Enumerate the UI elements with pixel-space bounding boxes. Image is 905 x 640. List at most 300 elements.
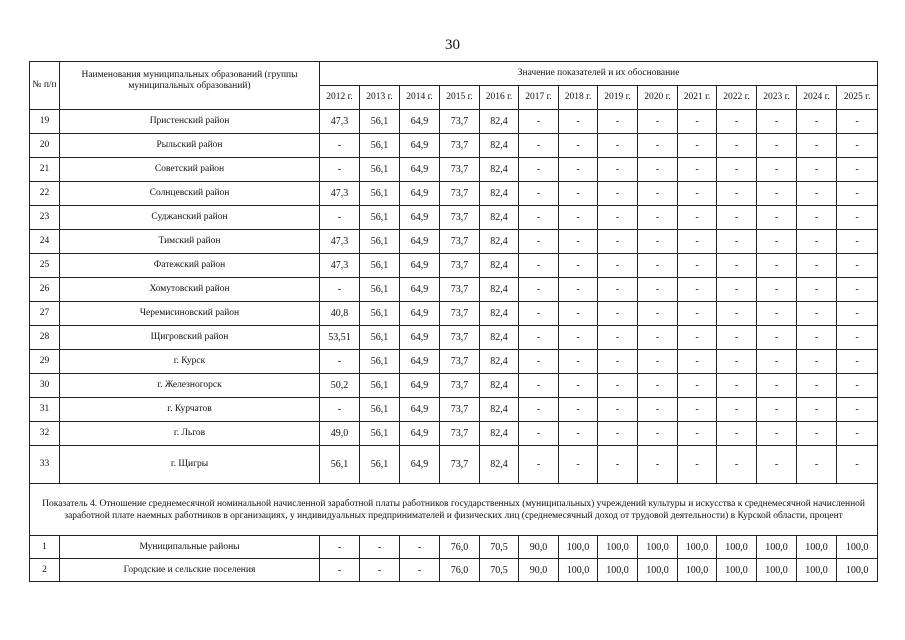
header-year: 2023 г.: [757, 86, 797, 110]
value-cell: -: [837, 182, 878, 206]
value-cell: -: [519, 254, 559, 278]
value-cell: -: [717, 278, 757, 302]
value-cell: -: [837, 398, 878, 422]
value-cell: 64,9: [400, 110, 440, 134]
value-cell: 73,7: [440, 374, 480, 398]
value-cell: -: [837, 374, 878, 398]
value-cell: -: [519, 110, 559, 134]
value-cell: 53,51: [320, 326, 360, 350]
value-cell: -: [559, 398, 598, 422]
value-cell: -: [757, 158, 797, 182]
row-number: 23: [30, 206, 60, 230]
value-cell: -: [797, 302, 837, 326]
value-cell: 64,9: [400, 374, 440, 398]
value-cell: 56,1: [360, 254, 400, 278]
value-cell: -: [717, 302, 757, 326]
table-row: [30, 559, 878, 582]
value-cell: -: [559, 278, 598, 302]
municipality-name: Щигровский район: [60, 326, 320, 350]
value-cell: -: [678, 254, 717, 278]
header-year: 2022 г.: [717, 86, 757, 110]
value-cell: -: [717, 254, 757, 278]
header-year: 2021 г.: [678, 86, 717, 110]
value-cell: 64,9: [400, 230, 440, 254]
value-cell: 56,1: [360, 350, 400, 374]
row-number: 26: [30, 278, 60, 302]
value-cell: -: [519, 422, 559, 446]
value-cell: 73,7: [440, 446, 480, 484]
table-row: [30, 230, 878, 254]
value-cell: 73,7: [440, 422, 480, 446]
value-cell: -: [757, 110, 797, 134]
value-cell: 73,7: [440, 254, 480, 278]
header-name: Наименования муниципальных образований (группы муниципальных образований): [60, 62, 320, 110]
header-year: 2020 г.: [638, 86, 678, 110]
table-row: [30, 134, 878, 158]
value-cell: -: [797, 350, 837, 374]
value-cell: 56,1: [360, 230, 400, 254]
header-values: Значение показателей и их обоснование: [320, 62, 878, 86]
header-year: 2015 г.: [440, 86, 480, 110]
value-cell: -: [519, 278, 559, 302]
municipality-name: г. Курск: [60, 350, 320, 374]
value-cell: -: [519, 302, 559, 326]
value-cell: -: [797, 398, 837, 422]
value-cell: -: [757, 446, 797, 484]
value-cell: -: [638, 302, 678, 326]
value-cell: -: [717, 206, 757, 230]
value-cell: 90,0: [519, 536, 559, 559]
value-cell: -: [638, 182, 678, 206]
value-cell: -: [638, 134, 678, 158]
row-number: 21: [30, 158, 60, 182]
row-number: 28: [30, 326, 60, 350]
indicator-row: [30, 484, 878, 536]
table-row: [30, 422, 878, 446]
value-cell: 64,9: [400, 398, 440, 422]
municipality-name: Солнцевский район: [60, 182, 320, 206]
value-cell: 100,0: [559, 559, 598, 582]
header-year: 2017 г.: [519, 86, 559, 110]
value-cell: -: [638, 374, 678, 398]
value-cell: -: [837, 110, 878, 134]
value-cell: 82,4: [480, 374, 519, 398]
value-cell: 100,0: [797, 559, 837, 582]
value-cell: -: [797, 278, 837, 302]
value-cell: 100,0: [717, 559, 757, 582]
header-year: 2024 г.: [797, 86, 837, 110]
value-cell: 47,3: [320, 182, 360, 206]
value-cell: 82,4: [480, 134, 519, 158]
value-cell: -: [638, 326, 678, 350]
value-cell: -: [717, 422, 757, 446]
value-cell: 82,4: [480, 446, 519, 484]
table-row: [30, 350, 878, 374]
row-number: 33: [30, 446, 60, 484]
value-cell: 49,0: [320, 422, 360, 446]
value-cell: -: [757, 326, 797, 350]
value-cell: -: [559, 374, 598, 398]
value-cell: 73,7: [440, 398, 480, 422]
value-cell: -: [797, 110, 837, 134]
value-cell: 100,0: [598, 536, 638, 559]
value-cell: -: [678, 374, 717, 398]
value-cell: 56,1: [360, 422, 400, 446]
value-cell: -: [757, 134, 797, 158]
value-cell: -: [320, 158, 360, 182]
value-cell: -: [837, 326, 878, 350]
municipality-name: Муниципальные районы: [60, 536, 320, 559]
value-cell: 73,7: [440, 302, 480, 326]
value-cell: -: [598, 422, 638, 446]
value-cell: -: [837, 206, 878, 230]
value-cell: -: [678, 230, 717, 254]
value-cell: -: [717, 182, 757, 206]
indicator-4-title: Показатель 4. Отношение среднемесячной номинальной начисленной заработной платы работников государственных (муниципальных) учреждений культуры и искусства к среднемесячной начисленной заработной плате наемных работников в организациях, у индивидуальных предпринимателей и физических лиц (среднемесячный доход от трудовой деятельности) в Курской области, процент: [30, 484, 878, 536]
value-cell: 40,8: [320, 302, 360, 326]
municipality-name: Рыльский район: [60, 134, 320, 158]
value-cell: -: [797, 158, 837, 182]
value-cell: 100,0: [559, 536, 598, 559]
value-cell: -: [757, 182, 797, 206]
header-year: 2016 г.: [480, 86, 519, 110]
value-cell: -: [598, 110, 638, 134]
value-cell: -: [519, 446, 559, 484]
value-cell: 100,0: [797, 536, 837, 559]
value-cell: -: [757, 398, 797, 422]
value-cell: -: [598, 206, 638, 230]
value-cell: -: [717, 230, 757, 254]
value-cell: -: [638, 230, 678, 254]
value-cell: -: [837, 446, 878, 484]
value-cell: 100,0: [717, 536, 757, 559]
value-cell: -: [598, 326, 638, 350]
value-cell: -: [638, 422, 678, 446]
value-cell: -: [519, 326, 559, 350]
value-cell: 47,3: [320, 110, 360, 134]
value-cell: -: [638, 350, 678, 374]
value-cell: 100,0: [837, 559, 878, 582]
value-cell: -: [519, 350, 559, 374]
value-cell: -: [837, 158, 878, 182]
value-cell: 56,1: [360, 278, 400, 302]
value-cell: -: [638, 110, 678, 134]
value-cell: 82,4: [480, 398, 519, 422]
value-cell: 73,7: [440, 182, 480, 206]
value-cell: 73,7: [440, 350, 480, 374]
value-cell: -: [598, 374, 638, 398]
row-number: 22: [30, 182, 60, 206]
value-cell: -: [638, 398, 678, 422]
value-cell: -: [519, 182, 559, 206]
value-cell: 56,1: [320, 446, 360, 484]
value-cell: -: [638, 254, 678, 278]
value-cell: -: [598, 230, 638, 254]
value-cell: 100,0: [678, 559, 717, 582]
value-cell: -: [678, 134, 717, 158]
value-cell: -: [598, 134, 638, 158]
value-cell: -: [837, 278, 878, 302]
value-cell: 64,9: [400, 422, 440, 446]
value-cell: -: [559, 254, 598, 278]
value-cell: -: [598, 158, 638, 182]
municipality-name: Советский район: [60, 158, 320, 182]
row-number: 24: [30, 230, 60, 254]
table-row: [30, 110, 878, 134]
header-year: 2025 г.: [837, 86, 878, 110]
value-cell: 82,4: [480, 254, 519, 278]
municipality-name: Хомутовский район: [60, 278, 320, 302]
value-cell: -: [559, 326, 598, 350]
table-row: [30, 374, 878, 398]
value-cell: -: [837, 302, 878, 326]
value-cell: 73,7: [440, 278, 480, 302]
municipality-name: Суджанский район: [60, 206, 320, 230]
value-cell: -: [400, 536, 440, 559]
table-row: [30, 398, 878, 422]
value-cell: -: [559, 302, 598, 326]
value-cell: 73,7: [440, 110, 480, 134]
value-cell: 50,2: [320, 374, 360, 398]
value-cell: 73,7: [440, 230, 480, 254]
value-cell: -: [797, 182, 837, 206]
value-cell: -: [757, 278, 797, 302]
value-cell: 64,9: [400, 302, 440, 326]
value-cell: 64,9: [400, 446, 440, 484]
value-cell: 56,1: [360, 302, 400, 326]
value-cell: 64,9: [400, 158, 440, 182]
value-cell: -: [320, 536, 360, 559]
value-cell: -: [678, 110, 717, 134]
value-cell: -: [360, 559, 400, 582]
value-cell: -: [400, 559, 440, 582]
value-cell: -: [598, 350, 638, 374]
value-cell: -: [519, 206, 559, 230]
value-cell: -: [678, 206, 717, 230]
value-cell: -: [717, 374, 757, 398]
value-cell: -: [717, 350, 757, 374]
value-cell: 82,4: [480, 278, 519, 302]
value-cell: -: [559, 182, 598, 206]
value-cell: -: [320, 559, 360, 582]
row-number: 27: [30, 302, 60, 326]
value-cell: -: [717, 158, 757, 182]
value-cell: -: [837, 350, 878, 374]
value-cell: -: [559, 446, 598, 484]
value-cell: -: [757, 302, 797, 326]
value-cell: -: [638, 158, 678, 182]
value-cell: -: [320, 350, 360, 374]
value-cell: -: [678, 278, 717, 302]
value-cell: -: [598, 398, 638, 422]
row-number: 2: [30, 559, 60, 582]
header-year: 2013 г.: [360, 86, 400, 110]
value-cell: 82,4: [480, 326, 519, 350]
value-cell: -: [757, 374, 797, 398]
value-cell: 82,4: [480, 422, 519, 446]
header-year: 2014 г.: [400, 86, 440, 110]
value-cell: -: [678, 326, 717, 350]
header-year: 2019 г.: [598, 86, 638, 110]
value-cell: -: [837, 230, 878, 254]
value-cell: 73,7: [440, 158, 480, 182]
value-cell: -: [598, 278, 638, 302]
value-cell: -: [837, 134, 878, 158]
value-cell: -: [519, 230, 559, 254]
value-cell: 76,0: [440, 536, 480, 559]
value-cell: -: [678, 302, 717, 326]
value-cell: 64,9: [400, 182, 440, 206]
municipality-name: Черемисиновский район: [60, 302, 320, 326]
value-cell: 70,5: [480, 559, 519, 582]
value-cell: 82,4: [480, 182, 519, 206]
row-number: 30: [30, 374, 60, 398]
value-cell: 100,0: [598, 559, 638, 582]
value-cell: 82,4: [480, 206, 519, 230]
value-cell: -: [797, 206, 837, 230]
row-number: 32: [30, 422, 60, 446]
table-row: [30, 278, 878, 302]
value-cell: 82,4: [480, 158, 519, 182]
value-cell: 73,7: [440, 206, 480, 230]
value-cell: -: [638, 278, 678, 302]
table-row: [30, 326, 878, 350]
value-cell: -: [559, 422, 598, 446]
value-cell: -: [678, 350, 717, 374]
value-cell: 56,1: [360, 374, 400, 398]
municipality-name: Фатежский район: [60, 254, 320, 278]
value-cell: 100,0: [638, 559, 678, 582]
value-cell: 56,1: [360, 398, 400, 422]
header-year: 2012 г.: [320, 86, 360, 110]
table-row: [30, 182, 878, 206]
municipality-name: Тимский район: [60, 230, 320, 254]
value-cell: 64,9: [400, 350, 440, 374]
municipality-name: г. Железногорск: [60, 374, 320, 398]
row-number: 20: [30, 134, 60, 158]
municipality-name: Пристенский район: [60, 110, 320, 134]
value-cell: -: [598, 182, 638, 206]
value-cell: -: [797, 422, 837, 446]
value-cell: -: [598, 254, 638, 278]
table-row: [30, 446, 878, 484]
value-cell: -: [320, 398, 360, 422]
municipality-name: г. Льгов: [60, 422, 320, 446]
value-cell: -: [559, 350, 598, 374]
value-cell: -: [797, 254, 837, 278]
row-number: 29: [30, 350, 60, 374]
row-number: 25: [30, 254, 60, 278]
value-cell: -: [598, 446, 638, 484]
value-cell: 70,5: [480, 536, 519, 559]
table-row: [30, 536, 878, 559]
row-number: 19: [30, 110, 60, 134]
value-cell: -: [559, 110, 598, 134]
value-cell: -: [638, 446, 678, 484]
value-cell: -: [797, 230, 837, 254]
header-num: № п/п: [30, 62, 60, 110]
value-cell: 56,1: [360, 158, 400, 182]
value-cell: -: [757, 206, 797, 230]
value-cell: -: [797, 326, 837, 350]
value-cell: 73,7: [440, 134, 480, 158]
value-cell: 56,1: [360, 182, 400, 206]
value-cell: 56,1: [360, 110, 400, 134]
value-cell: 100,0: [678, 536, 717, 559]
value-cell: 56,1: [360, 134, 400, 158]
value-cell: -: [598, 302, 638, 326]
value-cell: 64,9: [400, 134, 440, 158]
value-cell: -: [717, 134, 757, 158]
value-cell: -: [519, 134, 559, 158]
value-cell: -: [797, 374, 837, 398]
value-cell: -: [717, 110, 757, 134]
value-cell: -: [559, 134, 598, 158]
value-cell: 73,7: [440, 326, 480, 350]
value-cell: -: [519, 158, 559, 182]
value-cell: 64,9: [400, 254, 440, 278]
table-row: [30, 254, 878, 278]
value-cell: 82,4: [480, 110, 519, 134]
page-number: 30: [445, 37, 460, 53]
value-cell: -: [797, 134, 837, 158]
value-cell: -: [837, 422, 878, 446]
value-cell: 56,1: [360, 446, 400, 484]
value-cell: -: [757, 350, 797, 374]
table-row: [30, 302, 878, 326]
value-cell: -: [717, 326, 757, 350]
value-cell: 90,0: [519, 559, 559, 582]
row-number: 1: [30, 536, 60, 559]
value-cell: -: [678, 422, 717, 446]
municipality-name: г. Щигры: [60, 446, 320, 484]
value-cell: -: [757, 230, 797, 254]
value-cell: 100,0: [837, 536, 878, 559]
value-cell: 64,9: [400, 206, 440, 230]
value-cell: -: [519, 374, 559, 398]
value-cell: -: [757, 254, 797, 278]
value-cell: -: [559, 158, 598, 182]
value-cell: 47,3: [320, 254, 360, 278]
value-cell: -: [678, 446, 717, 484]
value-cell: -: [519, 398, 559, 422]
value-cell: 82,4: [480, 230, 519, 254]
value-cell: -: [638, 206, 678, 230]
value-cell: 76,0: [440, 559, 480, 582]
value-cell: 82,4: [480, 350, 519, 374]
value-cell: -: [360, 536, 400, 559]
municipality-name: Городские и сельские поселения: [60, 559, 320, 582]
value-cell: -: [559, 230, 598, 254]
value-cell: -: [678, 158, 717, 182]
value-cell: -: [837, 254, 878, 278]
value-cell: -: [678, 398, 717, 422]
value-cell: 100,0: [757, 559, 797, 582]
value-cell: 82,4: [480, 302, 519, 326]
value-cell: 64,9: [400, 278, 440, 302]
value-cell: 64,9: [400, 326, 440, 350]
header-year: 2018 г.: [559, 86, 598, 110]
value-cell: -: [320, 206, 360, 230]
value-cell: -: [717, 446, 757, 484]
value-cell: 47,3: [320, 230, 360, 254]
table-row: [30, 158, 878, 182]
value-cell: -: [717, 398, 757, 422]
value-cell: -: [678, 182, 717, 206]
indicators-table: [29, 61, 878, 582]
value-cell: 100,0: [638, 536, 678, 559]
value-cell: -: [757, 422, 797, 446]
